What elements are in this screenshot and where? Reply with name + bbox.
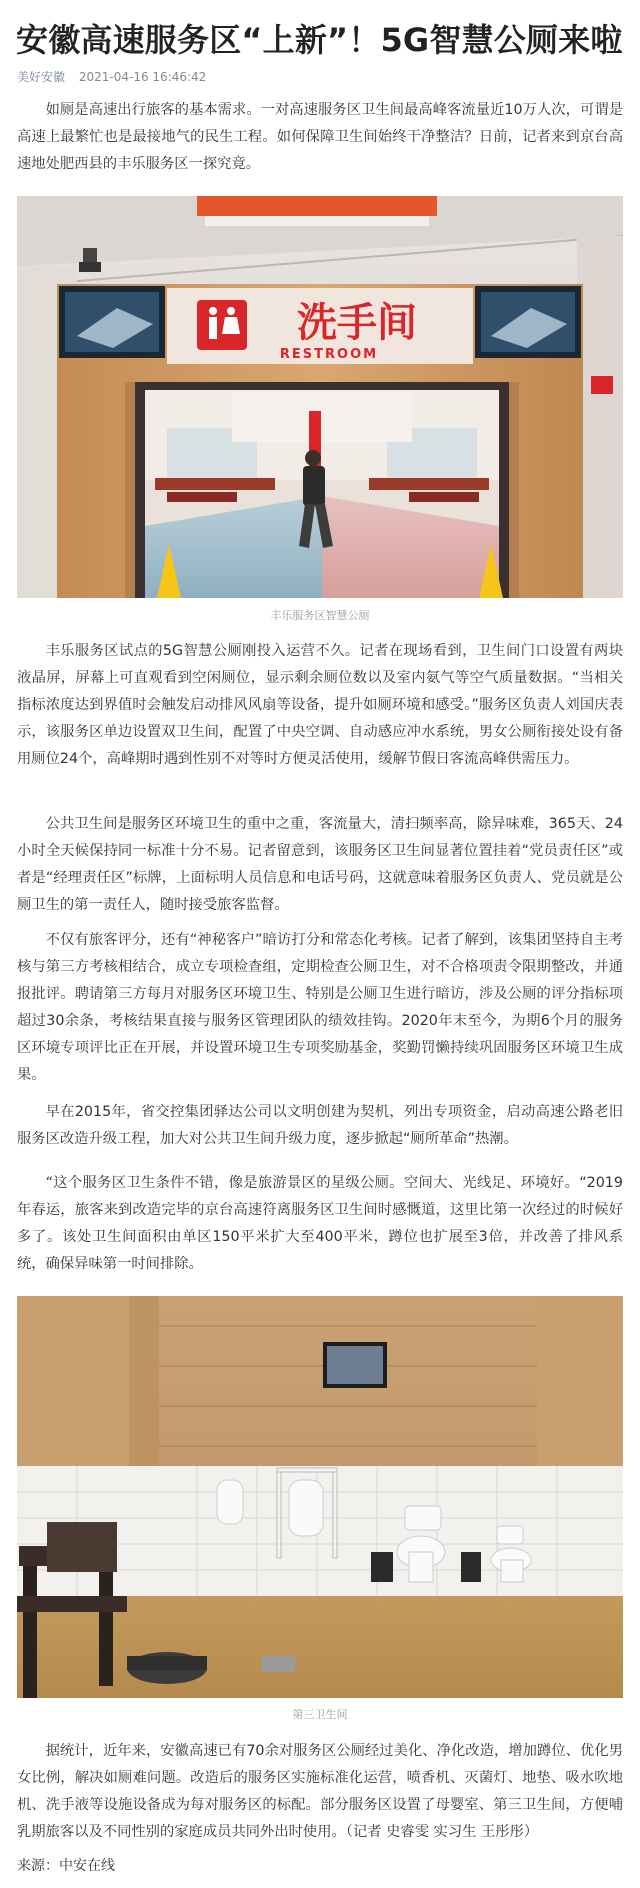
- source-name-link[interactable]: 美好安徽: [17, 70, 66, 84]
- third-restroom-photo: [17, 1296, 623, 1698]
- paragraph-5: 早在2015年，省交控集团驿达公司以文明创建为契机，列出专项资金，启动高速公路老旧服务区改造升级工程，加大对公共卫生间升级力度，逐步掀起“厕所革命”热潮。: [17, 1104, 623, 1147]
- restroom-sign-text: 洗手间: [297, 300, 417, 346]
- paragraph-6: “这个服务区卫生条件不错，像是旅游景区的星级公厕。空间大、光线足、环境好。“2019年春运，旅客来到改造完毕的京台高速符离服务区卫生间时感慨道，这里比第一次经过的时候好多了。该处卫生间面积由单区150平米扩大至400平米，蹲位也扩展至3倍，并改善了排风系统，确保异味第一时间排除。: [17, 1175, 623, 1272]
- source-line: 来源：中安在线: [17, 1858, 115, 1874]
- publish-time: 2021-04-16 16:46:42: [78, 70, 207, 84]
- paragraph-2: 丰乐服务区试点的5G智慧公厕刚投入运营不久。记者在现场看到，卫生间门口设置有两块液晶屏，屏幕上可直观看到空闲厕位，显示剩余厕位数以及室内氨气等空气质量数据。“当相关指标浓度达到界值时会触发启动排风风扇等设备，提升如厕环境和感受。”服务区负责人刘国庆表示，该服务区单边设置双卫生间，配置了中央空调、自动感应冲水系统，男女公厕衔接处设有备用厕位24个，高峰期时遇到性别不对等时方便灵活使用，缓解节假日客流高峰供需压力。: [17, 643, 623, 767]
- article-title: 安徽高速服务区“上新”！5G智慧公厕来啦: [16, 21, 623, 59]
- figure-caption-1: 丰乐服务区智慧公厕: [270, 609, 370, 622]
- restroom-entrance-photo: [17, 196, 623, 598]
- paragraph-3: 公共卫生间是服务区环境卫生的重中之重，客流量大，清扫频率高，除异味难，365天、24小时全天候保持同一标准十分不易。记者留意到，该服务区卫生间显著位置挂着“党员责任区”或者是“经理责任区”标牌，上面标明人员信息和电话号码，这就意味着服务区负责人、党员就是公厕卫生的第一责任人，随时接受旅客监督。: [17, 816, 623, 913]
- paragraph-1: 如厕是高速出行旅客的基本需求。一对高速服务区卫生间最高峰客流量近10万人次，可谓是高速上最繁忙也是最接地气的民生工程。如何保障卫生间始终干净整洁？日前，记者来到京台高速地处肥西县的丰乐服务区一探究竟。: [17, 102, 623, 172]
- paragraph-7: 据统计，近年来，安徽高速已有70余对服务区公厕经过美化、净化改造，增加蹲位、优化男女比例，解决如厕难问题。改造后的服务区实施标准化运营，喷香机、灭菌灯、地垫、吸水吹地机、洗手液等设施设备成为每对服务区的标配。部分服务区设置了母婴室、第三卫生间，方便哺乳期旅客以及不同性别的家庭成员共同外出时使用。（记者 史睿雯 实习生 王彤彤）: [17, 1743, 623, 1840]
- article-meta: [17, 68, 206, 85]
- paragraph-4: 不仅有旅客评分，还有“神秘客户”暗访打分和常态化考核。记者了解到，该集团坚持自主考核与第三方考核相结合，成立专项检查组，定期检查公厕卫生，对不合格项责令限期整改，并通报批评。聘请第三方每月对服务区环境卫生、特别是公厕卫生进行暗访，涉及公厕的评分指标项超过30余条，考核结果直接与服务区管理团队的绩效挂钩。2020年末至今，为期6个月的服务区环境专项评比正在开展，并设置环境卫生专项奖励基金，奖勤罚懒持续巩固服务区环境卫生成果。: [17, 932, 623, 1083]
- figure-caption-2: 第三卫生间: [292, 1708, 348, 1721]
- restroom-sign-subtext: RESTROOM: [279, 347, 379, 362]
